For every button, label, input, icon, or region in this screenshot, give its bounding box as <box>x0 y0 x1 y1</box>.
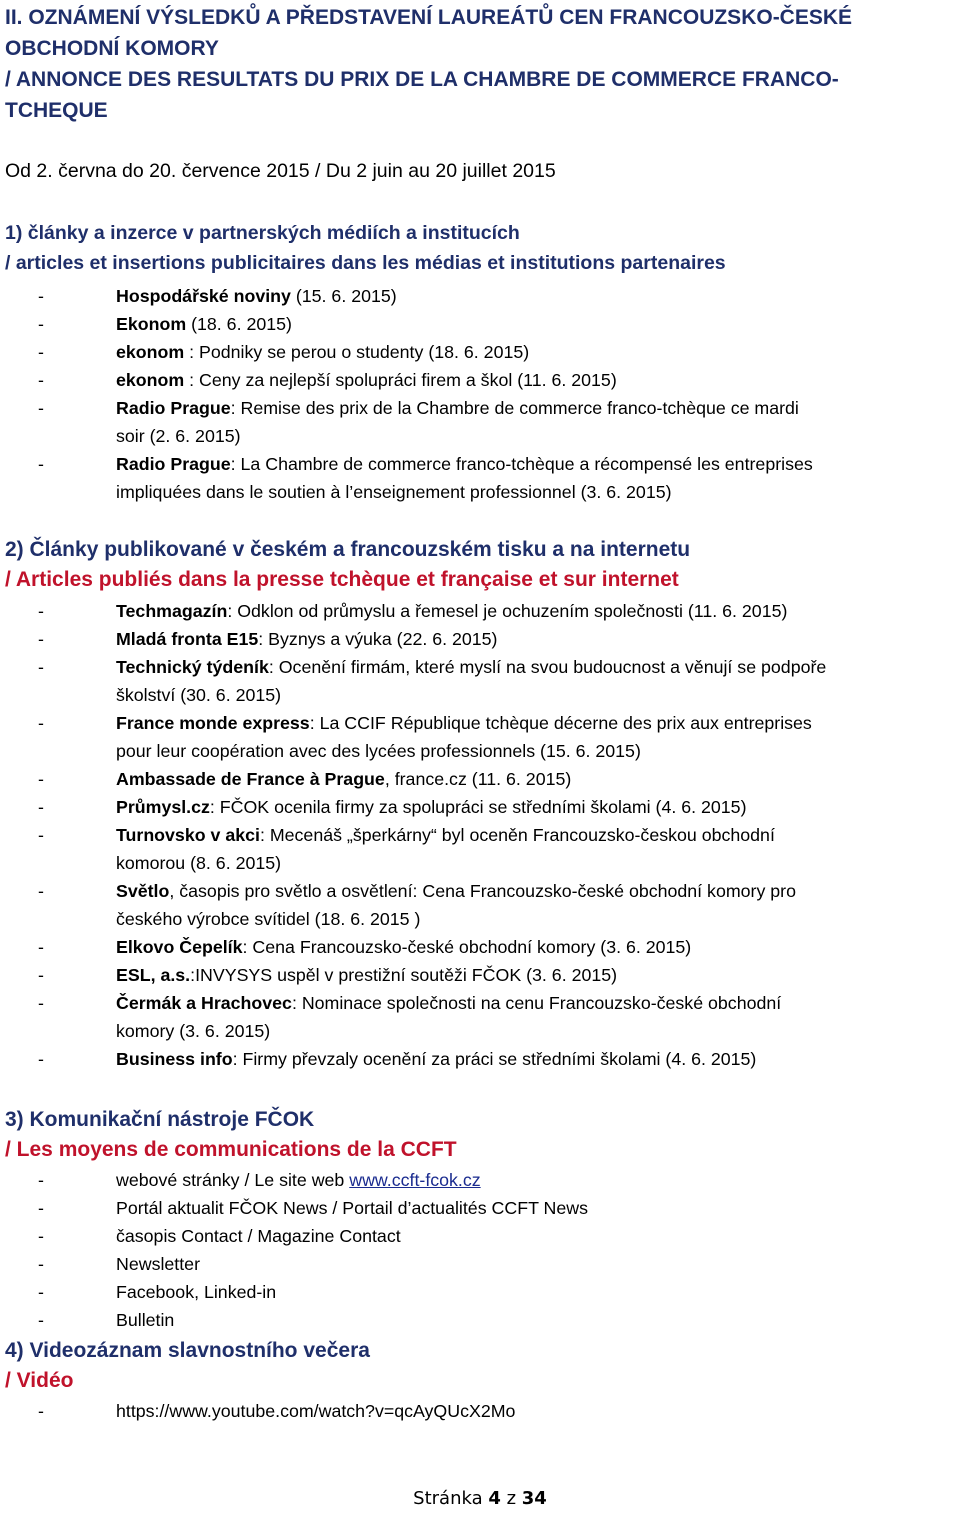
page-number: 4 <box>488 1488 501 1509</box>
section4-title-cz: 4) Videozáznam slavnostního večera <box>5 1339 370 1362</box>
section2-title-cz: 2) Články publikované v českém a francouzském tisku a na internetu <box>5 538 691 561</box>
section3-title-fr: / Les moyens de communications de la CCFT <box>5 1138 457 1161</box>
video-url[interactable]: https://www.youtube.com/watch?v=qcAyQUcX2Mo <box>116 1401 516 1421</box>
document-title <box>5 2 960 126</box>
title-line-1: II. OZNÁMENÍ VÝSLEDKŮ A PŘEDSTAVENÍ LAUREÁTŮ CEN FRANCOUZSKO-ČESKÉ <box>5 6 853 29</box>
section2-title-fr: / Articles publiés dans la presse tchèque et française et sur internet <box>5 568 679 591</box>
section4-title-fr: / Vidéo <box>5 1369 74 1392</box>
title-line-2: OBCHODNÍ KOMORY <box>5 37 219 60</box>
page-footer: Stránka 4 z 34 <box>413 1488 547 1509</box>
title-line-3: / ANNONCE DES RESULTATS DU PRIX DE LA CHAMBRE DE COMMERCE FRANCO- <box>5 68 839 91</box>
website-link[interactable]: www.ccft-fcok.cz <box>349 1170 481 1190</box>
section1-title-fr: / articles et insertions publicitaires dans les médias et institutions partenaires <box>5 252 726 274</box>
page-total: 34 <box>521 1488 547 1509</box>
date-range: Od 2. června do 20. července 2015 / Du 2 juin au 20 juillet 2015 <box>5 160 556 182</box>
title-line-4: TCHEQUE <box>5 99 108 122</box>
section1-title-cz: 1) články a inzerce v partnerských médiích a institucích <box>5 222 520 244</box>
section3-title-cz: 3) Komunikační nástroje FČOK <box>5 1108 315 1131</box>
